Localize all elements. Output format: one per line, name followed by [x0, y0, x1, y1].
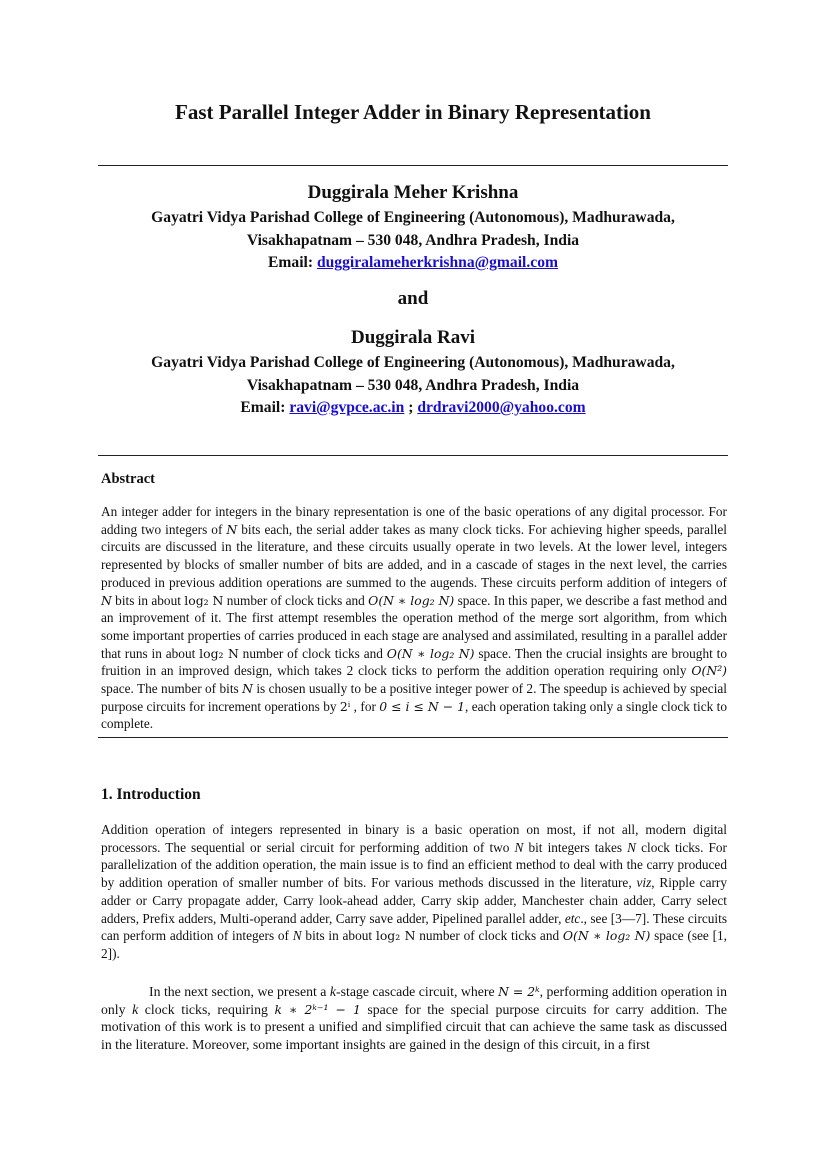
email-link[interactable]: ravi@gvpce.ac.in [289, 399, 405, 416]
abstract-body: An integer adder for integers in the binary representation is one of the basic operations of any digital processor. For adding two integers of N bits each, the serial adder takes as many clock ticks. For achieving higher speeds, parallel circuits are discussed in the literature, and these circuits usually operate in two levels. At the lower level, integers represented by blocks of smaller number of bits are added, and in a cascade of stages in the next level, the carries produced in previous addition operations are summed to the augends. These circuits perform addition of integers of N bits in about log₂ N number of clock ticks and O(N ∗ log₂ N) space. In this paper, we describe a fast method and an improvement of it. The first attempt resembles the operation method of the merge sort algorithm, from which some important properties of carries produced in each stage are analysed and assimilated, resulting in a parallel adder that runs in about log₂ N number of clock ticks and O(N ∗ log₂ N) space. Then the crucial insights are brought to fruition in an improved design, which takes 2 clock ticks to perform the addition operation requiring only O(N²) space. The number of bits N is chosen usually to be a positive integer power of 2. The speedup is achieved by special purpose circuits for increment operations by 2ⁱ , for 0 ≤ i ≤ N − 1, each operation taking only a single clock tick to complete. [101, 504, 728, 732]
abstract-bottom-rule [98, 737, 728, 738]
author-name-1: Duggirala Meher Krishna [307, 182, 519, 203]
section-heading-introduction: 1. Introduction [101, 786, 201, 803]
email-separator: ; [408, 399, 414, 416]
abstract-top-rule [98, 455, 728, 456]
email-link[interactable]: drdravi2000@yahoo.com [417, 399, 586, 416]
intro-paragraph-1: Addition operation of integers represented in binary is a basic operation on most, if not all, modern digital processors. The sequential or serial circuit for performing addition of two N bit integers takes N clock ticks. For parallelization of the addition operation, the main issue is to find an efficient method to deal with the carry produced by addition operation of smaller number of bits. For various methods discussed in the literature, viz, Ripple carry adder or Carry propagate adder, Carry look-ahead adder, Carry skip adder, Manchester chain adder, Carry select adders, Prefix adders, Multi-operand adder, Carry save adder, Pipelined parallel adder, etc., see [3—7]. These circuits can perform addition of integers of N bits in about log₂ N number of clock ticks and O(N ∗ log₂ N) space (see [1, 2]). [101, 822, 727, 961]
affiliation-line-1: Gayatri Vidya Parishad College of Engineering (Autonomous), Madhurawada, [151, 209, 675, 226]
and-separator: and [397, 288, 429, 309]
email-label: Email: [268, 254, 314, 271]
affiliation-line-1: Gayatri Vidya Parishad College of Engineering (Autonomous), Madhurawada, [151, 354, 675, 371]
paper-title: Fast Parallel Integer Adder in Binary Representation [175, 100, 651, 124]
abstract-heading: Abstract [101, 471, 155, 487]
author-affiliation-1 [98, 207, 728, 275]
affiliation-line-2: Visakhapatnam – 530 048, Andhra Pradesh, India [246, 376, 580, 394]
intro-paragraph-2: In the next section, we present a k-stage cascade circuit, where N = 2ᵏ, performing addition operation in only k clock ticks, requiring k ∗ 2ᵏ⁻¹ − 1 space for the special purpose circuits for carry addition. The motivation of this work is to present a unified and simplified circuit that can achieve the same task as discussed in the literature. Moreover, some important insights are gained in the design of this circuit, in a first [101, 984, 728, 1053]
author-affiliation-2 [98, 352, 728, 420]
author-email-line-2 [98, 397, 728, 420]
email-link[interactable]: duggiralameherkrishna@gmail.com [316, 254, 558, 271]
email-label: Email: [240, 399, 286, 416]
title-rule [98, 165, 728, 166]
affiliation-line-2: Visakhapatnam – 530 048, Andhra Pradesh, India [246, 231, 580, 249]
author-email-line-1 [98, 252, 728, 275]
author-name-2: Duggirala Ravi [350, 327, 476, 348]
